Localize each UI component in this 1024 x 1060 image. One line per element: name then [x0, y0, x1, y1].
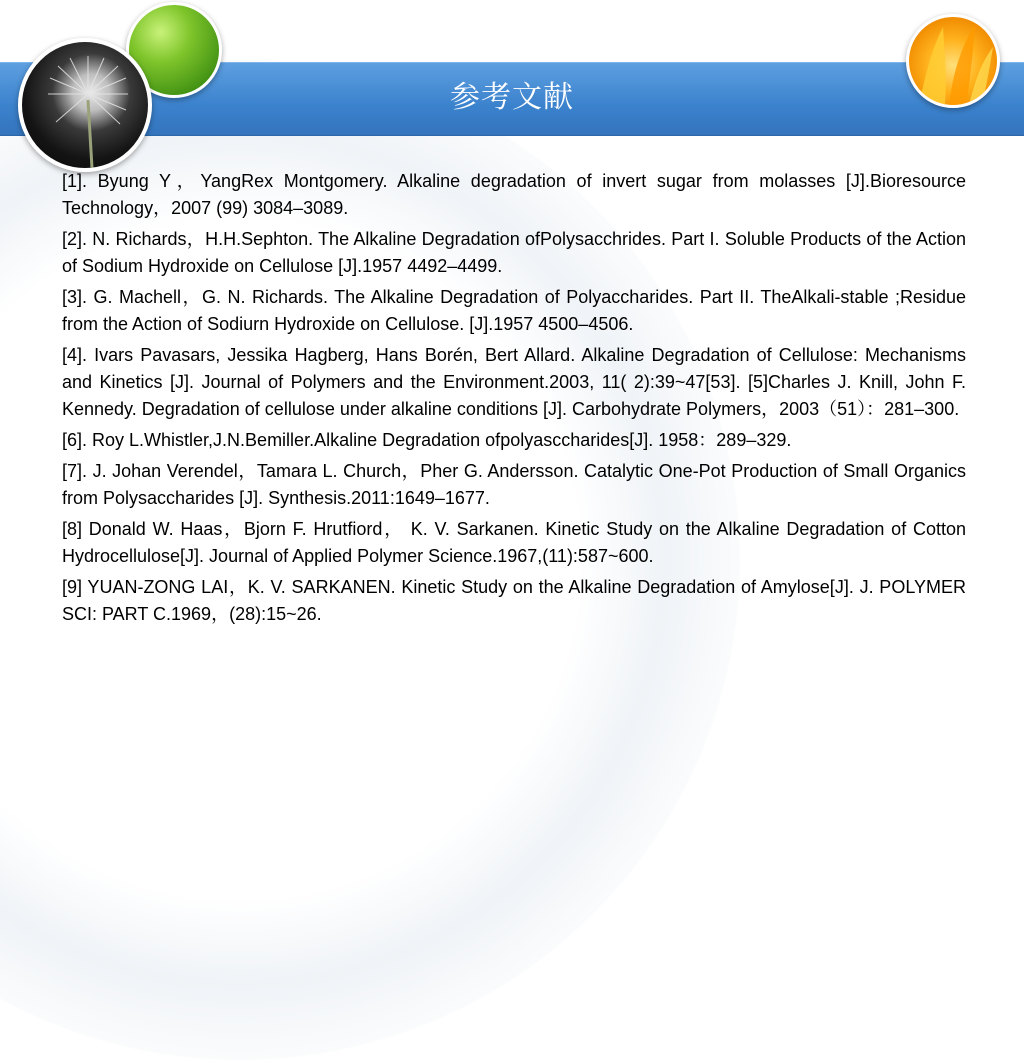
- reference-item: [4]. Ivars Pavasars, Jessika Hagberg, Hans Borén, Bert Allard. Alkaline Degradation of Cellulose: Mechanisms and Kinetics [J]. Journal of Polymers and the Environment.2003, 11( 2):39~47[53]. [5]Charles J. Knill, John F. Kennedy. Degradation of cellulose under alkaline conditions [J]. Carbohydrate Polymers，2003（51）：281–300.: [62, 345, 966, 419]
- dandelion-drawing: [22, 42, 148, 168]
- reference-item: [6]. Roy L.Whistler,J.N.Bemiller.Alkaline Degradation ofpolyasccharides[J]. 1958：289–329.: [62, 430, 792, 450]
- reference-item: [3]. G. Machell，G. N. Richards. The Alkaline Degradation of Polyaccharides. Part II. TheAlkali-stable ;Residue from the Action of Sodiurn Hydroxide on Cellulose. [J].1957 4500–4506.: [62, 287, 966, 334]
- dandelion-image-icon: [18, 38, 152, 172]
- reference-list: [62, 168, 966, 632]
- slide-title: 参考文献: [450, 80, 574, 115]
- reference-item: [7]. J. Johan Verendel，Tamara L. Church，Pher G. Andersson. Catalytic One-Pot Production of Small Organics from Polysaccharides [J]. Synthesis.2011:1649–1677.: [62, 461, 966, 508]
- tulip-image-icon: [906, 14, 1000, 108]
- tulip-drawing: [909, 17, 997, 105]
- reference-item: [1]. Byung Y，YangRex Montgomery. Alkaline degradation of invert sugar from molasses [J].Bioresource Technology，2007 (99) 3084–3089.: [62, 171, 966, 218]
- reference-item: [9] YUAN-ZONG LAI，K. V. SARKANEN. Kinetic Study on the Alkaline Degradation of Amylose[J]. J. POLYMER SCI: PART C.1969，(28):15~26.: [62, 577, 966, 624]
- reference-item: [2]. N. Richards，H.H.Sephton. The Alkaline Degradation ofPolysacchrides. Part I. Soluble Products of the Action of Sodium Hydroxide on Cellulose [J].1957 4492–4499.: [62, 229, 966, 276]
- reference-item: [8] Donald W. Haas，Bjorn F. Hrutfiord， K. V. Sarkanen. Kinetic Study on the Alkaline Degradation of Cotton Hydrocellulose[J]. Journal of Applied Polymer Science.1967,(11):587~600.: [62, 519, 966, 566]
